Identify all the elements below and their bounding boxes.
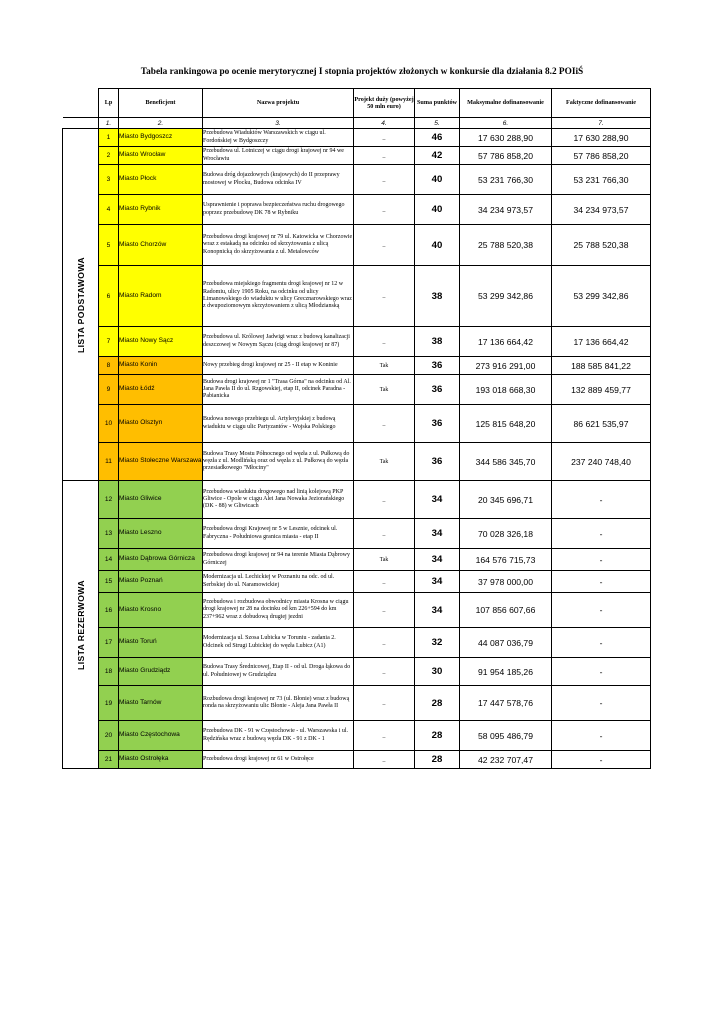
row-fakt-dofinansowanie: 25 788 520,38	[552, 225, 651, 266]
header-fakt: Faktyczne dofinansowanie	[552, 89, 651, 118]
table-row	[63, 129, 651, 147]
column-number-row	[63, 118, 651, 129]
header-maks: Maksymalne dofinansowanie	[460, 89, 552, 118]
row-suma-punktow: 34	[415, 519, 460, 549]
row-projekt-duzy: Tak	[354, 375, 415, 405]
row-nazwa-projektu: Przebudowa Wiaduktów Warszawskich w ciągu ul. Fordońskiej w Bydgoszczy	[203, 129, 354, 147]
row-suma-punktow: 34	[415, 593, 460, 628]
row-projekt-duzy: _	[354, 266, 415, 327]
row-maks-dofinansowanie: 44 087 036,79	[460, 628, 552, 658]
row-fakt-dofinansowanie: -	[552, 686, 651, 721]
row-lp: 11	[99, 443, 119, 481]
page-title: Tabela rankingowa po ocenie merytorycznej I stopnia projektów złożonych w konkursie dla działania 8.2 POIiŚ	[140, 67, 584, 77]
row-beneficjent: Miasto Tarnów	[119, 686, 203, 721]
row-fakt-dofinansowanie: 17 136 664,42	[552, 327, 651, 357]
table-row	[63, 375, 651, 405]
section-label: LISTA REZERWOWA	[75, 579, 86, 670]
row-projekt-duzy: _	[354, 658, 415, 686]
row-beneficjent: Miasto Chorzów	[119, 225, 203, 266]
row-beneficjent: Miasto Krosno	[119, 593, 203, 628]
row-fakt-dofinansowanie: -	[552, 481, 651, 519]
row-suma-punktow: 46	[415, 129, 460, 147]
row-lp: 1	[99, 129, 119, 147]
row-maks-dofinansowanie: 58 095 486,79	[460, 721, 552, 751]
row-suma-punktow: 36	[415, 405, 460, 443]
row-maks-dofinansowanie: 344 586 345,70	[460, 443, 552, 481]
header-corner	[63, 89, 99, 118]
row-suma-punktow: 34	[415, 549, 460, 571]
row-beneficjent: Miasto Poznań	[119, 571, 203, 593]
row-lp: 3	[99, 165, 119, 195]
table-row	[63, 165, 651, 195]
row-nazwa-projektu: Modernizacja ul. Lechickiej w Poznaniu na odc. od ul. Serbskiej do ul. Naramowickiej	[203, 571, 354, 593]
row-beneficjent: Miasto Leszno	[119, 519, 203, 549]
row-projekt-duzy: _	[354, 481, 415, 519]
row-projekt-duzy: _	[354, 147, 415, 165]
row-nazwa-projektu: Budowa drogi krajowej nr 1 "Trasa Górna" na odcinku od Al. Jana Pawła II do ul. Rzgowskiej, etap II, odcinek Paradna - Pabianicka	[203, 375, 354, 405]
row-suma-punktow: 36	[415, 357, 460, 375]
row-suma-punktow: 34	[415, 571, 460, 593]
row-fakt-dofinansowanie: -	[552, 593, 651, 628]
row-suma-punktow: 38	[415, 327, 460, 357]
row-fakt-dofinansowanie: 132 889 459,77	[552, 375, 651, 405]
row-maks-dofinansowanie: 17 136 664,42	[460, 327, 552, 357]
table-row	[63, 266, 651, 327]
table-row	[63, 658, 651, 686]
row-lp: 9	[99, 375, 119, 405]
table-row	[63, 195, 651, 225]
row-lp: 4	[99, 195, 119, 225]
row-suma-punktow: 40	[415, 195, 460, 225]
row-lp: 7	[99, 327, 119, 357]
row-maks-dofinansowanie: 91 954 185,26	[460, 658, 552, 686]
row-suma-punktow: 28	[415, 686, 460, 721]
table-row	[63, 147, 651, 165]
column-number: 4.	[354, 118, 415, 129]
row-projekt-duzy: _	[354, 129, 415, 147]
row-fakt-dofinansowanie: 17 630 288,90	[552, 129, 651, 147]
row-nazwa-projektu: Modernizacja ul. Szosa Lubicka w Toruniu - zadania 2. Odcinek od Strugi Lubickiej do węzła Lubicz (A1)	[203, 628, 354, 658]
row-lp: 16	[99, 593, 119, 628]
row-lp: 2	[99, 147, 119, 165]
row-nazwa-projektu: Budowa Trasy Mostu Północnego od węzła z ul. Pułkową do węzła z ul. Modlińską oraz od węzła z ul. Pułkową do węzła przesiadkowego "Młociny"	[203, 443, 354, 481]
row-maks-dofinansowanie: 25 788 520,38	[460, 225, 552, 266]
row-fakt-dofinansowanie: -	[552, 751, 651, 769]
row-lp: 19	[99, 686, 119, 721]
row-projekt-duzy: _	[354, 686, 415, 721]
row-projekt-duzy: _	[354, 519, 415, 549]
row-suma-punktow: 38	[415, 266, 460, 327]
row-nazwa-projektu: Przebudowa miejskiego fragmentu drogi krajowej nr 12 w Radomiu, ulicy 1905 Roku, na odcinku od ulicy Limanowskiego do wiaduktu w ulicy Grecznarowskiego wraz z dwupoziomowym skrzyżowaniem z ulicą Młodzianską	[203, 266, 354, 327]
row-lp: 20	[99, 721, 119, 751]
row-projekt-duzy: _	[354, 195, 415, 225]
table-row	[63, 481, 651, 519]
row-maks-dofinansowanie: 107 856 607,66	[460, 593, 552, 628]
row-fakt-dofinansowanie: 53 231 766,30	[552, 165, 651, 195]
row-lp: 10	[99, 405, 119, 443]
row-nazwa-projektu: Przebudowa drogi krajowej nr 61 w Ostrołęce	[203, 751, 354, 769]
row-suma-punktow: 28	[415, 721, 460, 751]
column-number: 7.	[552, 118, 651, 129]
row-maks-dofinansowanie: 34 234 973,57	[460, 195, 552, 225]
table-row	[63, 549, 651, 571]
row-nazwa-projektu: Przebudowa drogi krajowej nr 79 ul. Katowicka w Chorzowie wraz z estakadą na odcinku od skrzyżowania z ulicą Konopnicką do skrzyżowania z ul. Metalowców	[203, 225, 354, 266]
number-row-corner	[63, 118, 99, 129]
row-maks-dofinansowanie: 42 232 707,47	[460, 751, 552, 769]
table-row	[63, 686, 651, 721]
row-nazwa-projektu: Usprawnienie i poprawa bezpieczeństwa ruchu drogowego poprzez przebudowę DK 78 w Rybniku	[203, 195, 354, 225]
row-maks-dofinansowanie: 57 786 858,20	[460, 147, 552, 165]
table-row	[63, 593, 651, 628]
header-suma: Suma punktów	[415, 89, 460, 118]
row-projekt-duzy: _	[354, 628, 415, 658]
section-rezerwowa	[63, 481, 99, 769]
row-suma-punktow: 40	[415, 225, 460, 266]
row-maks-dofinansowanie: 164 576 715,73	[460, 549, 552, 571]
row-nazwa-projektu: Przebudowa drogi krajowej nr 94 na terenie Miasta Dąbrowy Górniczej	[203, 549, 354, 571]
column-number: 5.	[415, 118, 460, 129]
row-projekt-duzy: _	[354, 225, 415, 266]
row-suma-punktow: 28	[415, 751, 460, 769]
row-maks-dofinansowanie: 193 018 668,30	[460, 375, 552, 405]
row-lp: 8	[99, 357, 119, 375]
row-nazwa-projektu: Przebudowa i rozbudowa obwodnicy miasta Krosna w ciągu drogi krajowej nr 28 na docinku od km 226+594 do km 237+962 wraz z dobudową drugiej jezdni	[203, 593, 354, 628]
row-projekt-duzy: _	[354, 165, 415, 195]
header-nazwa: Nazwa projektu	[203, 89, 354, 118]
row-projekt-duzy: _	[354, 593, 415, 628]
row-nazwa-projektu: Przebudowa DK - 91 w Częstochowie - ul. Warszawska i ul. Rędzińska wraz z budową węzła DK - 91 z DK - 1	[203, 721, 354, 751]
row-fakt-dofinansowanie: -	[552, 628, 651, 658]
row-lp: 12	[99, 481, 119, 519]
row-nazwa-projektu: Rozbudowa drogi krajowej nr 73 (ul. Błonie) wraz z budową ronda na skrzyżowaniu ulic Błonie - Aleja Jana Pawła II	[203, 686, 354, 721]
row-beneficjent: Miasto Ostrołęka	[119, 751, 203, 769]
row-lp: 14	[99, 549, 119, 571]
table-row	[63, 571, 651, 593]
column-number: 3.	[203, 118, 354, 129]
row-beneficjent: Miasto Dąbrowa Górnicza	[119, 549, 203, 571]
column-number: 1.	[99, 118, 119, 129]
ranking-table	[62, 88, 651, 769]
row-maks-dofinansowanie: 125 815 648,20	[460, 405, 552, 443]
row-beneficjent: Miasto Nowy Sącz	[119, 327, 203, 357]
row-lp: 15	[99, 571, 119, 593]
section-label: LISTA PODSTAWOWA	[75, 256, 86, 353]
row-projekt-duzy: _	[354, 751, 415, 769]
row-maks-dofinansowanie: 53 231 766,30	[460, 165, 552, 195]
column-number: 2.	[119, 118, 203, 129]
row-nazwa-projektu: Przebudowa ul. Królowej Jadwigi wraz z budową kanalizacji deszczowej w Nowym Sączu (ciąg drogi krajowej nr 87)	[203, 327, 354, 357]
row-fakt-dofinansowanie: -	[552, 519, 651, 549]
row-lp: 6	[99, 266, 119, 327]
row-lp: 5	[99, 225, 119, 266]
row-lp: 13	[99, 519, 119, 549]
row-fakt-dofinansowanie: 188 585 841,22	[552, 357, 651, 375]
header-row	[63, 89, 651, 118]
row-fakt-dofinansowanie: -	[552, 571, 651, 593]
row-fakt-dofinansowanie: 34 234 973,57	[552, 195, 651, 225]
section-podstawowa	[63, 129, 99, 481]
row-projekt-duzy: _	[354, 721, 415, 751]
row-fakt-dofinansowanie: 57 786 858,20	[552, 147, 651, 165]
row-suma-punktow: 36	[415, 443, 460, 481]
row-projekt-duzy: Tak	[354, 357, 415, 375]
header-projekt-duzy: Projekt duży (powyżej 50 mln euro)	[354, 89, 415, 118]
row-beneficjent: Miasto Rybnik	[119, 195, 203, 225]
row-maks-dofinansowanie: 53 299 342,86	[460, 266, 552, 327]
row-suma-punktow: 42	[415, 147, 460, 165]
row-maks-dofinansowanie: 17 447 578,76	[460, 686, 552, 721]
row-beneficjent: Miasto Olsztyn	[119, 405, 203, 443]
table-row	[63, 357, 651, 375]
column-number: 6.	[460, 118, 552, 129]
table-row	[63, 405, 651, 443]
table-body	[63, 129, 651, 769]
row-maks-dofinansowanie: 20 345 696,71	[460, 481, 552, 519]
row-nazwa-projektu: Budowa dróg dojazdowych (krajowych) do II przeprawy mostowej w Płocku, Budowa odcinka IV	[203, 165, 354, 195]
row-beneficjent: Miasto Wrocław	[119, 147, 203, 165]
row-beneficjent: Miasto Bydgoszcz	[119, 129, 203, 147]
table-row	[63, 751, 651, 769]
row-suma-punktow: 32	[415, 628, 460, 658]
header-lp: Lp	[99, 89, 119, 118]
row-lp: 18	[99, 658, 119, 686]
row-maks-dofinansowanie: 273 916 291,00	[460, 357, 552, 375]
row-beneficjent: Miasto Gliwice	[119, 481, 203, 519]
row-fakt-dofinansowanie: 86 621 535,97	[552, 405, 651, 443]
row-beneficjent: Miasto Radom	[119, 266, 203, 327]
row-beneficjent: Miasto Płock	[119, 165, 203, 195]
row-nazwa-projektu: Przebudowa ul. Lotniczej w ciągu drogi krajowej nr 94 we Wrocławiu	[203, 147, 354, 165]
row-projekt-duzy: _	[354, 571, 415, 593]
row-nazwa-projektu: Przebudowa drogi Krajowej nr 5 w Lesznie, odcinek ul. Fabryczna - Południowa granica miasta - etap II	[203, 519, 354, 549]
table-row	[63, 443, 651, 481]
row-beneficjent: Miasto Konin	[119, 357, 203, 375]
row-nazwa-projektu: Budowa nowego przebiegu ul. Artyleryjskiej z budową wiaduktu w ciągu ulic Partyzantów - Wojska Polskiego	[203, 405, 354, 443]
row-beneficjent: Miasto Łódź	[119, 375, 203, 405]
row-nazwa-projektu: Przebudowa wiaduktu drogowego nad linią kolejową PKP Gliwice - Opole w ciągu Alei Jana Nowaka Jeziorańskiego (DK - 88) w Gliwicach	[203, 481, 354, 519]
table-row	[63, 628, 651, 658]
row-nazwa-projektu: Budowa Trasy Średnicowej, Etap II - od ul. Droga łąkowa do ul. Południowej w Grudziądzu	[203, 658, 354, 686]
row-suma-punktow: 40	[415, 165, 460, 195]
row-fakt-dofinansowanie: -	[552, 549, 651, 571]
row-maks-dofinansowanie: 17 630 288,90	[460, 129, 552, 147]
row-fakt-dofinansowanie: 53 299 342,86	[552, 266, 651, 327]
table-row	[63, 519, 651, 549]
row-fakt-dofinansowanie: 237 240 748,40	[552, 443, 651, 481]
row-suma-punktow: 36	[415, 375, 460, 405]
row-maks-dofinansowanie: 70 028 326,18	[460, 519, 552, 549]
row-projekt-duzy: Tak	[354, 443, 415, 481]
row-fakt-dofinansowanie: -	[552, 658, 651, 686]
row-beneficjent: Miasto Grudziądz	[119, 658, 203, 686]
header-beneficjent: Beneficjent	[119, 89, 203, 118]
row-projekt-duzy: _	[354, 327, 415, 357]
table-row	[63, 225, 651, 266]
row-nazwa-projektu: Nowy przebieg drogi krajowej nr 25 - II etap w Koninie	[203, 357, 354, 375]
table-row	[63, 721, 651, 751]
row-beneficjent: Miasto Toruń	[119, 628, 203, 658]
row-lp: 17	[99, 628, 119, 658]
row-beneficjent: Miasto Stołeczne Warszawa	[119, 443, 203, 481]
table-row	[63, 327, 651, 357]
row-projekt-duzy: Tak	[354, 549, 415, 571]
row-beneficjent: Miasto Częstochowa	[119, 721, 203, 751]
row-suma-punktow: 30	[415, 658, 460, 686]
row-maks-dofinansowanie: 37 978 000,00	[460, 571, 552, 593]
row-fakt-dofinansowanie: -	[552, 721, 651, 751]
row-projekt-duzy: _	[354, 405, 415, 443]
row-lp: 21	[99, 751, 119, 769]
row-suma-punktow: 34	[415, 481, 460, 519]
